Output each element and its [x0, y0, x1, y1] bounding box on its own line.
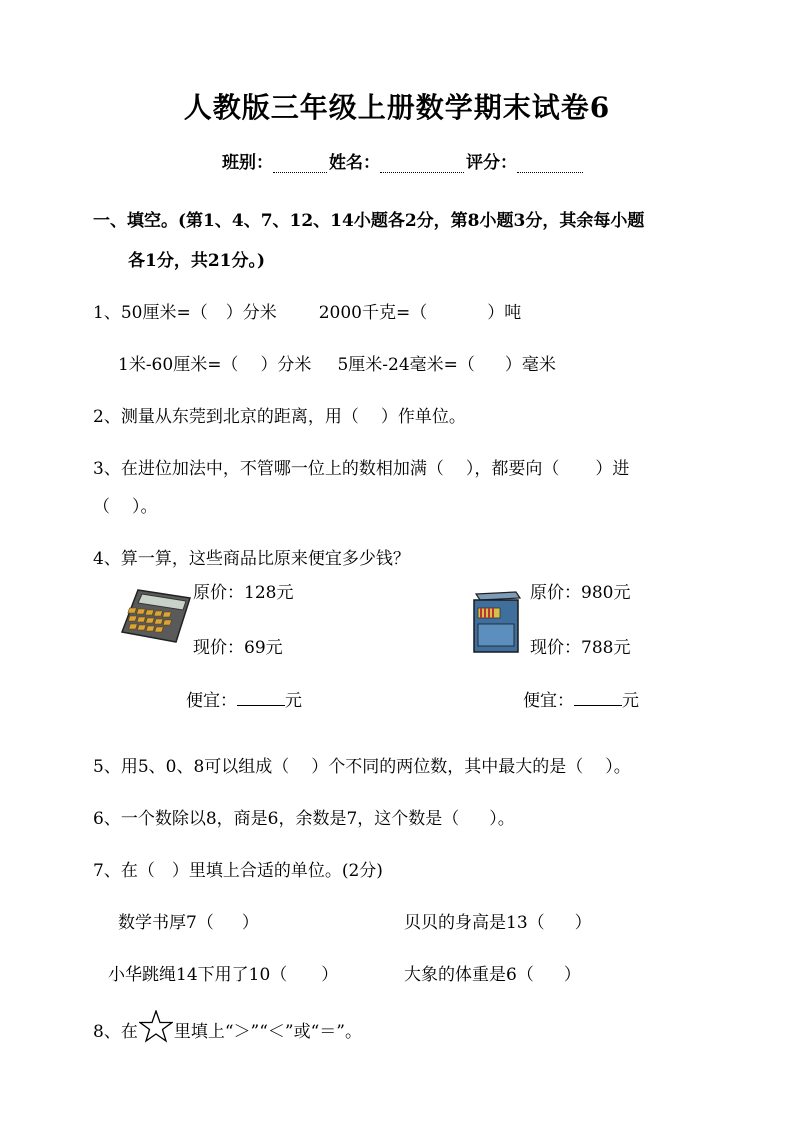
q3-text: 3、在进位加法中，不管哪一位上的数相加满（ [93, 459, 444, 479]
q7-d [404, 960, 581, 985]
q3-text-end: ）进 [595, 459, 630, 479]
q3-b-close: ）。 [132, 497, 158, 517]
question-2 [93, 402, 466, 427]
q5-text-mid: ）个不同的两位数，其中最大的是（ [311, 757, 584, 777]
item1-current-price: 现价：69元 [193, 638, 283, 658]
q3-b-open: （ [93, 497, 110, 517]
item1-unit: 元 [285, 691, 302, 711]
q7-b-text: 贝贝的身高是13（ [404, 913, 545, 933]
q6-text-end: ）。 [489, 809, 515, 829]
name-label: 姓名： [329, 153, 380, 173]
q7-a-close: ） [241, 913, 259, 933]
question-3-row1 [93, 454, 629, 479]
q1-a-text: 1、50厘米=（ [93, 303, 208, 323]
q1-d-unit: ）毫米 [504, 355, 556, 375]
item2-original-price: 原价：980元 [530, 583, 631, 603]
name-blank[interactable] [380, 154, 464, 173]
star-icon [139, 1010, 173, 1049]
q8-text: 8、在 [93, 1022, 138, 1042]
q7-d-text: 大象的体重是6（ [404, 965, 534, 985]
q5-text: 5、用5、0、8可以组成（ [93, 757, 290, 777]
q1-c-unit: ）分米 [260, 355, 312, 375]
q1-a-unit: ）分米 [225, 303, 277, 323]
question-3-row2 [93, 492, 158, 517]
section1-heading-cont: 各1分，共21分。) [128, 251, 266, 271]
question-5 [93, 752, 631, 777]
item2-unit: 元 [622, 691, 639, 711]
item1-cheaper-label: 便宜： [186, 691, 237, 711]
calculator-icon [120, 588, 192, 644]
class-blank[interactable] [273, 154, 327, 173]
item1-answer-line[interactable] [237, 689, 285, 706]
score-blank[interactable] [517, 154, 583, 173]
q5-text-end: ）。 [605, 757, 631, 777]
question-6 [93, 804, 515, 829]
q1-b-unit: ）吨 [487, 303, 522, 323]
q2-text: 2、测量从东莞到北京的距离，用（ [93, 407, 359, 427]
q7-c-close: ） [321, 965, 339, 985]
question-7: 7、在（ ）里填上合适的单位。(2分) [93, 861, 383, 881]
q7-b [404, 908, 592, 933]
q1-c-text: 1米-60厘米=（ [118, 355, 239, 375]
class-label: 班别： [222, 153, 273, 173]
item2-current-price: 现价：788元 [530, 638, 631, 658]
q2-text-end: ）作单位。 [380, 407, 466, 427]
item2-cheaper-row [523, 686, 639, 711]
q3-text-mid: ），都要向（ [465, 459, 560, 479]
student-info-row [222, 148, 585, 173]
question-4: 4、算一算，这些商品比原来便宜多少钱？ [93, 549, 410, 569]
q7-c-text: 小华跳绳14下用了10（ [108, 965, 288, 985]
q1-b-text: 2000千克=（ [318, 303, 428, 323]
q7-d-close: ） [563, 965, 581, 985]
question-8 [93, 1010, 362, 1049]
box-icon [468, 586, 524, 656]
section1-heading: 一、填空。(第1、4、7、12、14小题各2分，第8小题3分，其余每小题 [93, 211, 645, 231]
item1-cheaper-row [186, 686, 302, 711]
q1-d-text: 5厘米-24毫米=（ [337, 355, 475, 375]
q8-text-end: 里填上“＞”“＜”或“＝”。 [173, 1022, 362, 1042]
item2-answer-line[interactable] [574, 689, 622, 706]
q7-b-close: ） [574, 913, 592, 933]
page-title: 人教版三年级上册数学期末试卷6 [183, 91, 611, 124]
q7-c [108, 960, 338, 985]
item1-original-price: 原价：128元 [193, 583, 294, 603]
q7-a-text: 数学书厚7（ [118, 913, 214, 933]
question-1-row1 [93, 298, 521, 323]
score-label: 评分： [466, 153, 517, 173]
q6-text: 6、一个数除以8，商是6，余数是7，这个数是（ [93, 809, 460, 829]
q7-a [118, 908, 259, 933]
item2-cheaper-label: 便宜： [523, 691, 574, 711]
question-1-row2 [118, 350, 556, 375]
